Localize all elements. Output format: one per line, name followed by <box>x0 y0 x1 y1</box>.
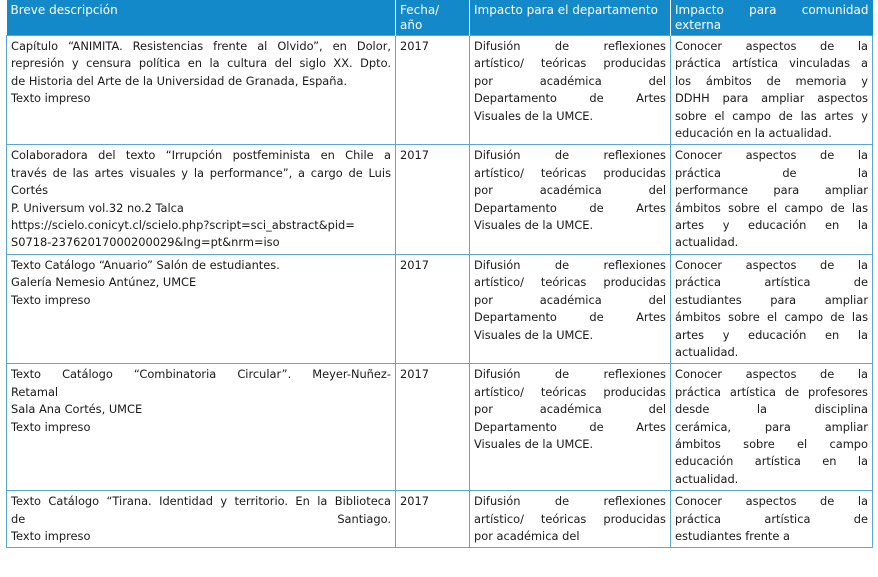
dept-impact-cell-line: Difusión de reflexiones <box>474 257 666 272</box>
description-cell-line: https://scielo.conicyt.cl/scielo.php?script=sci_abstract&pid= <box>11 218 355 233</box>
external-impact-cell-line: Conocer aspectos de la <box>675 367 868 382</box>
dept-impact-cell-line: Visuales de la UMCE. <box>474 108 594 123</box>
description-cell-line: Galería Nemesio Antúnez, UMCE <box>11 275 197 290</box>
dept-impact-cell <box>470 364 671 491</box>
external-impact-cell-line: actualidad. <box>675 471 739 486</box>
year-cell <box>396 145 470 254</box>
dept-impact-cell <box>470 145 671 254</box>
external-impact-cell-line: performance para ampliar <box>675 183 868 198</box>
description-cell-line: represión y censura política en la cultura del siglo XX. Dpto. <box>11 56 391 71</box>
table-row <box>7 364 873 491</box>
external-impact-cell-line: práctica artística de <box>675 511 868 526</box>
external-impact-cell-line: DDHH para ampliar aspectos <box>675 91 868 106</box>
external-impact-cell-line: ámbitos sobre el campo de las <box>675 200 868 215</box>
description-cell <box>7 145 396 254</box>
description-cell-line: de Santiago. <box>11 511 391 526</box>
external-impact-cell <box>671 254 873 363</box>
description-cell-line: Texto Catálogo “Tirana. Identidad y territorio. En la Biblioteca <box>11 494 391 509</box>
dept-impact-cell-line: Departamento de Artes <box>474 200 666 215</box>
description-cell <box>7 254 396 363</box>
year-value: 2017 <box>400 494 429 509</box>
activities-table <box>6 0 873 548</box>
external-impact-cell-line: Conocer aspectos de la <box>675 494 868 509</box>
dept-impact-cell-line: artístico/ teóricas producidas <box>474 275 666 290</box>
dept-impact-cell-line: por académica del <box>474 402 666 417</box>
header-dept-impact: Impacto para el departamento <box>470 0 671 36</box>
header-external-impact: Impacto para comunidad externa <box>671 0 873 36</box>
year-cell <box>396 254 470 363</box>
dept-impact-cell-line: artístico/ teóricas producidas <box>474 384 666 399</box>
dept-impact-cell-line: por académica del <box>474 292 666 307</box>
external-impact-cell-line: práctica artística vinculadas a <box>675 56 868 71</box>
external-impact-cell-line: práctica artística de profesores <box>675 384 868 399</box>
external-impact-cell-line: los ámbitos de memoria y <box>675 73 868 88</box>
external-impact-cell-line: práctica artística de <box>675 275 868 290</box>
dept-impact-cell <box>470 36 671 145</box>
dept-impact-cell-line: Visuales de la UMCE. <box>474 436 594 451</box>
dept-impact-cell-line: Visuales de la UMCE. <box>474 327 594 342</box>
external-impact-cell-line: actualidad. <box>675 235 739 250</box>
description-cell <box>7 364 396 491</box>
table-header-row <box>7 0 873 36</box>
description-cell-line: Retamal <box>11 384 59 399</box>
description-cell-line: través de las artes visuales y la performance”, a cargo de Luis <box>11 165 391 180</box>
dept-impact-cell-line: Difusión de reflexiones <box>474 39 666 53</box>
description-cell-line: Colaboradora del texto “Irrupción postfeminista en Chile a <box>11 148 391 163</box>
year-value: 2017 <box>400 367 429 382</box>
external-impact-cell-line: ámbitos sobre el campo de las <box>675 310 868 325</box>
external-impact-cell-line: educación en la actualidad. <box>675 126 832 141</box>
description-cell-line: Capítulo “ANIMITA. Resistencias frente al Olvido”, en Dolor, <box>11 39 391 53</box>
description-cell-line: Texto impreso <box>11 91 91 106</box>
dept-impact-cell-line: artístico/ teóricas producidas <box>474 511 666 526</box>
description-cell-line: Texto impreso <box>11 419 91 434</box>
description-cell-line: Texto Catálogo “Anuario” Salón de estudiantes. <box>11 257 280 272</box>
dept-impact-cell-line: por académica del <box>474 528 580 543</box>
external-impact-cell-line: Conocer aspectos de la <box>675 257 868 272</box>
external-impact-cell-line: práctica de la <box>675 165 868 180</box>
description-cell-line: P. Universum vol.32 no.2 Talca <box>11 200 184 215</box>
header-date: Fecha/ año <box>396 0 470 36</box>
external-impact-cell <box>671 491 873 548</box>
header-description: Breve descripción <box>7 0 396 36</box>
table-row <box>7 145 873 254</box>
external-impact-cell-line: estudiantes frente a <box>675 528 790 543</box>
dept-impact-cell-line: por académica del <box>474 73 666 88</box>
dept-impact-cell-line: Departamento de Artes <box>474 310 666 325</box>
dept-impact-cell <box>470 254 671 363</box>
description-cell-line: Cortés <box>11 183 49 198</box>
year-cell <box>396 491 470 548</box>
external-impact-cell-line: sobre el campo de las artes y <box>675 108 868 123</box>
external-impact-cell-line: Conocer aspectos de la <box>675 39 868 53</box>
dept-impact-cell-line: Difusión de reflexiones <box>474 367 666 382</box>
external-impact-cell-line: Conocer aspectos de la <box>675 148 868 163</box>
year-cell <box>396 364 470 491</box>
dept-impact-cell <box>470 491 671 548</box>
table-row <box>7 254 873 363</box>
dept-impact-cell-line: por académica del <box>474 183 666 198</box>
dept-impact-cell-line: Departamento de Artes <box>474 419 666 434</box>
description-cell <box>7 491 396 548</box>
external-impact-cell <box>671 145 873 254</box>
description-cell-line: Texto impreso <box>11 292 91 307</box>
year-value: 2017 <box>400 148 429 163</box>
description-cell-line: Texto Catálogo “Combinatoria Circular”. Meyer-Nuñez- <box>11 367 391 382</box>
external-impact-cell-line: educación artística en la <box>675 454 868 469</box>
external-impact-cell-line: artes y educación en la <box>675 218 868 233</box>
dept-impact-cell-line: Difusión de reflexiones <box>474 148 666 163</box>
external-impact-cell-line: artes y educación en la <box>675 327 868 342</box>
year-value: 2017 <box>400 39 429 53</box>
table-row <box>7 491 873 548</box>
description-cell <box>7 36 396 145</box>
external-impact-cell-line: ámbitos sobre el campo <box>675 436 868 451</box>
dept-impact-cell-line: Difusión de reflexiones <box>474 494 666 509</box>
external-impact-cell <box>671 364 873 491</box>
external-impact-cell-line: desde la disciplina <box>675 402 868 417</box>
year-cell <box>396 36 470 145</box>
table-row <box>7 36 873 145</box>
description-cell-line: de Historia del Arte de la Universidad de Granada, España. <box>11 73 348 88</box>
description-cell-line: Sala Ana Cortés, UMCE <box>11 402 143 417</box>
dept-impact-cell-line: Visuales de la UMCE. <box>474 218 594 233</box>
external-impact-cell-line: estudiantes para ampliar <box>675 292 868 307</box>
year-value: 2017 <box>400 257 429 272</box>
dept-impact-cell-line: Departamento de Artes <box>474 91 666 106</box>
dept-impact-cell-line: artístico/ teóricas producidas <box>474 56 666 71</box>
description-cell-line: Texto impreso <box>11 528 91 543</box>
external-impact-cell-line: cerámica, para ampliar <box>675 419 868 434</box>
dept-impact-cell-line: artístico/ teóricas producidas <box>474 165 666 180</box>
external-impact-cell-line: actualidad. <box>675 344 739 359</box>
description-cell-line: S0718-23762017000200029&lng=pt&nrm=iso <box>11 235 280 250</box>
external-impact-cell <box>671 36 873 145</box>
